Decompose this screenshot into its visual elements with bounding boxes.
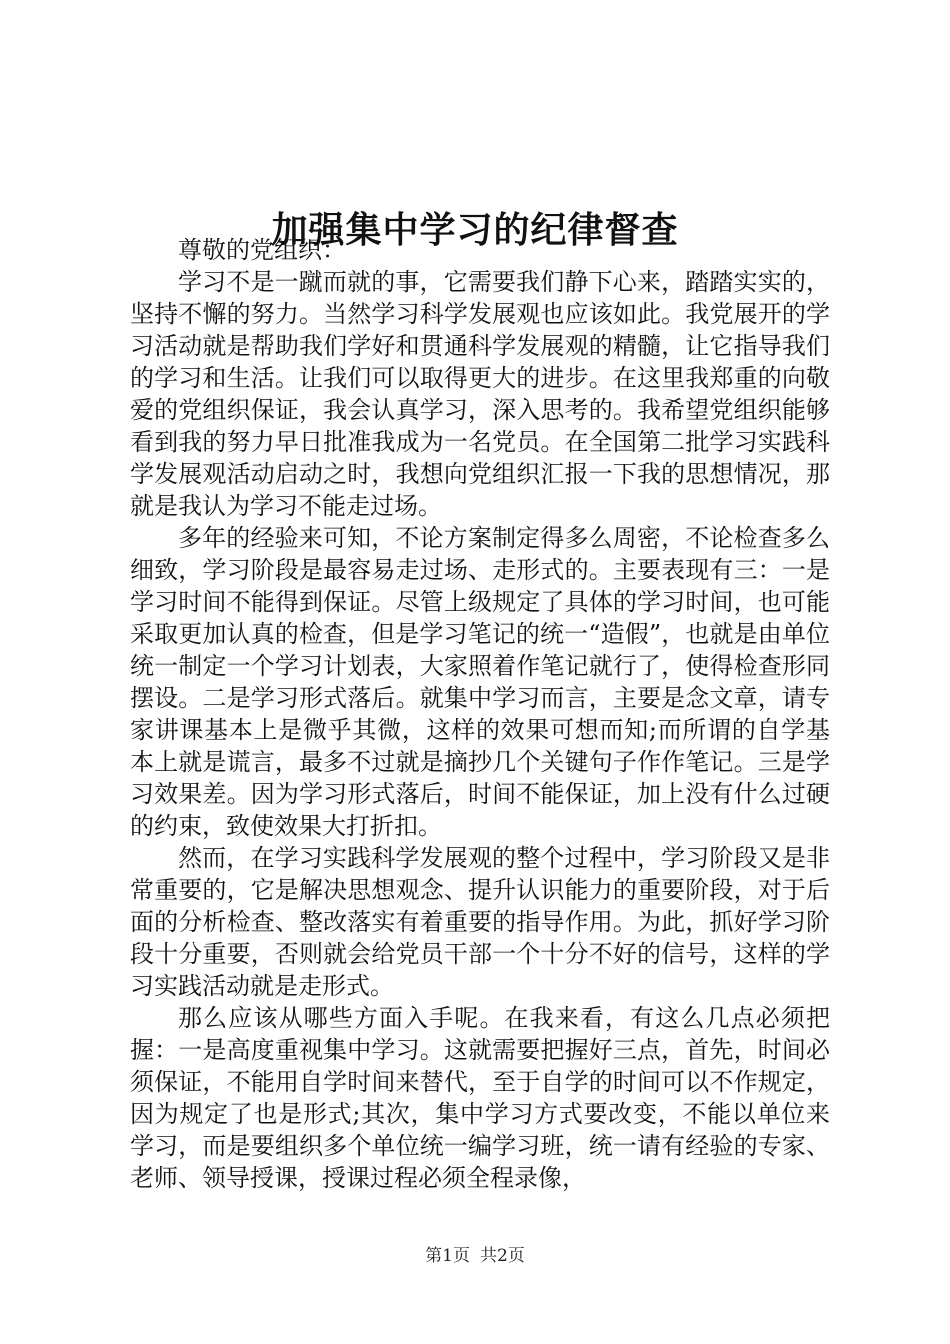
page-number: 第1页 <box>425 1246 470 1266</box>
paragraph-4: 那么应该从哪些方面入手呢。在我来看，有这么几点必须把握：一是高度重视集中学习。这就需要把握好三点，首先，时间必须保证，不能用自学时间来替代，至于自学的时间可以不作规定，因为规定了也是形式;其次，集中学习方式要改变，不能以单位来学习，而是要组织多个单位统一编学习班，统一请有经验的专家、老师、领导授课，授课过程必须全程录像， <box>130 1004 830 1192</box>
paragraph-3: 然而，在学习实践科学发展观的整个过程中，学习阶段又是非常重要的，它是解决思想观念、提升认识能力的重要阶段，对于后面的分析检查、整改落实有着重要的指导作用。为此，抓好学习阶段十分重要，否则就会给党员干部一个十分不好的信号，这样的学习实践活动就是走形式。 <box>130 844 830 1000</box>
page-footer <box>0 1244 950 1268</box>
paragraph-2: 多年的经验来可知，不论方案制定得多么周密，不论检查多么细致，学习阶段是最容易走过场、走形式的。主要表现有三：一是学习时间不能得到保证。尽管上级规定了具体的学习时间，也可能采取更加认真的检查，但是学习笔记的统一“造假”，也就是由单位统一制定一个学习计划表，大家照着作笔记就行了，使得检查形同摆设。二是学习形式落后。就集中学习而言，主要是念文章，请专家讲课基本上是微乎其微，这样的效果可想而知;而所谓的自学基本上就是谎言，最多不过就是摘抄几个关键句子作作笔记。三是学习效果差。因为学习形式落后，时间不能保证，加上没有什么过硬的约束，致使效果大打折扣。 <box>130 524 830 840</box>
paragraph-1: 学习不是一蹴而就的事，它需要我们静下心来，踏踏实实的，坚持不懈的努力。当然学习科学发展观也应该如此。我党展开的学习活动就是帮助我们学好和贯通科学发展观的精髓，让它指导我们的学习和生活。让我们可以取得更大的进步。在这里我郑重的向敬爱的党组织保证，我会认真学习，深入思考的。我希望党组织能够看到我的努力早日批准我成为一名党员。在全国第二批学习实践科学发展观活动启动之时，我想向党组织汇报一下我的思想情况，那就是我认为学习不能走过场。 <box>130 268 830 520</box>
salutation: 尊敬的党组织： <box>178 236 346 264</box>
page-total: 共2页 <box>480 1246 525 1266</box>
document-body <box>130 234 830 1194</box>
document-title: 加强集中学习的纪律督查 <box>271 209 679 252</box>
